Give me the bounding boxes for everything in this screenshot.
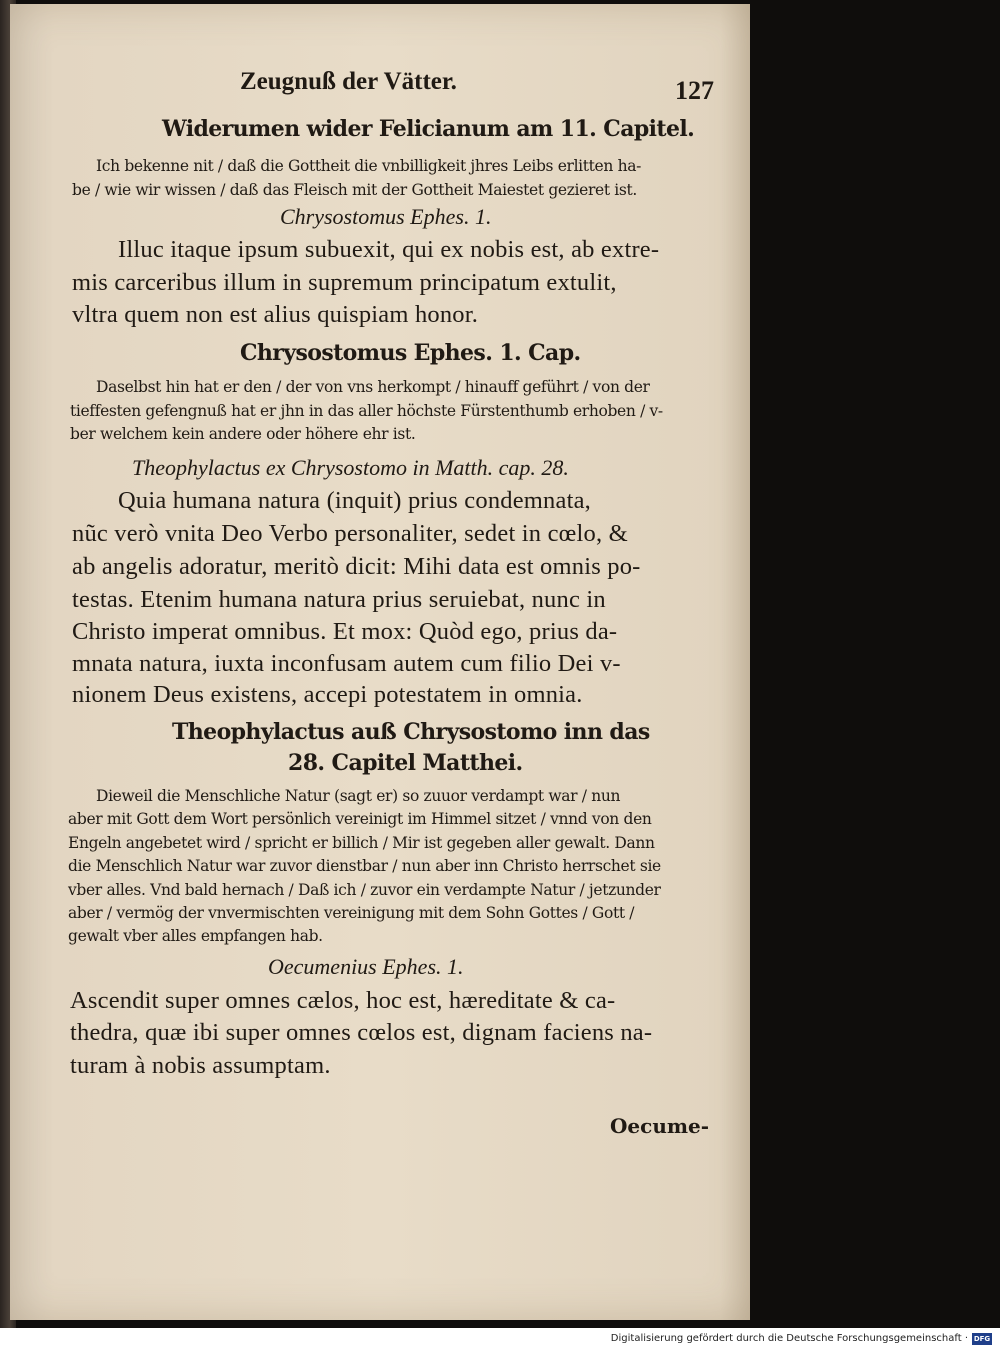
digitization-footer	[0, 1328, 1000, 1349]
text-line: die Menschlich Natur war zuvor dienstbar / nun aber inn Christo herrschet sie	[68, 857, 661, 875]
text-line: Christo imperat omnibus. Et mox: Quòd ego, prius da-	[72, 618, 618, 645]
section-heading: Oecumenius Ephes. 1.	[268, 954, 464, 979]
text-line: Ascendit super omnes cælos, hoc est, hæreditate & ca-	[70, 987, 616, 1014]
section-heading: Theophylactus auß Chrysostomo inn das	[172, 719, 650, 745]
section-heading: 28. Capitel Matthei.	[288, 750, 523, 776]
book-page	[10, 4, 750, 1320]
text-line: Illuc itaque ipsum subuexit, qui ex nobis est, ab extre-	[118, 236, 660, 263]
text-line: tieffesten gefengnuß hat er jhn in das aller höchste Fürstenthumb erhoben / v-	[70, 402, 663, 420]
text-line: mis carceribus illum in supremum principatum extulit,	[72, 269, 617, 296]
section-heading: Chrysostomus Ephes. 1.	[280, 204, 492, 229]
dfg-logo-icon: DFG	[973, 1334, 991, 1343]
text-line: Dieweil die Menschliche Natur (sagt er) so zuuor verdampt war / nun	[96, 787, 621, 805]
catchword: Oecume-	[610, 1114, 710, 1138]
text-line: vltra quem non est alius quispiam honor.	[72, 301, 479, 328]
text-line: Engeln angebetet wird / spricht er billich / Mir ist gegeben aller gewalt. Dann	[68, 834, 655, 852]
footer-credit-text: Digitalisierung gefördert durch die Deutsche Forschungsgemeinschaft ·	[610, 1333, 968, 1344]
section-heading: Theophylactus ex Chrysostomo in Matth. cap. 28.	[132, 455, 569, 480]
text-line: vber alles. Vnd bald hernach / Daß ich / zuvor ein verdampte Natur / jetzunder	[68, 881, 661, 899]
page-number: 127	[675, 76, 714, 105]
text-line: Quia humana natura (inquit) prius condemnata,	[118, 487, 591, 514]
text-line: thedra, quæ ibi super omnes cœlos est, dignam faciens na-	[70, 1019, 653, 1046]
text-line: ab angelis adoratur, meritò dicit: Mihi data est omnis po-	[72, 553, 641, 580]
running-title: Zeugnuß der Vätter.	[240, 68, 457, 95]
text-line: Daselbst hin hat er den / der von vns herkompt / hinauff geführt / von der	[96, 378, 650, 396]
text-line: mnata natura, iuxta inconfusam autem cum filio Dei v-	[72, 650, 621, 677]
text-line: nũc verò vnita Deo Verbo personaliter, sedet in cœlo, &	[72, 520, 628, 547]
text-line: nionem Deus existens, accepi potestatem in omnia.	[72, 681, 583, 708]
section-heading: Widerumen wider Felicianum am 11. Capitel.	[162, 116, 695, 142]
text-line: gewalt vber alles empfangen hab.	[68, 927, 323, 945]
text-line: be / wie wir wissen / daß das Fleisch mit der Gottheit Maiestet gezieret ist.	[72, 181, 637, 199]
text-line: aber / vermög der vnvermischten vereinigung mit dem Sohn Gottes / Gott /	[68, 904, 635, 922]
text-line: aber mit Gott dem Wort persönlich vereinigt im Himmel sitzet / vnnd von den	[68, 810, 652, 828]
section-heading: Chrysostomus Ephes. 1. Cap.	[240, 340, 581, 366]
text-line: testas. Etenim humana natura prius seruiebat, nunc in	[72, 586, 606, 613]
text-line: Ich bekenne nit / daß die Gottheit die vnbilligkeit jhres Leibs erlitten ha-	[96, 157, 641, 175]
text-line: turam à nobis assumptam.	[70, 1052, 331, 1079]
text-line: ber welchem kein andere oder höhere ehr ist.	[70, 425, 416, 443]
